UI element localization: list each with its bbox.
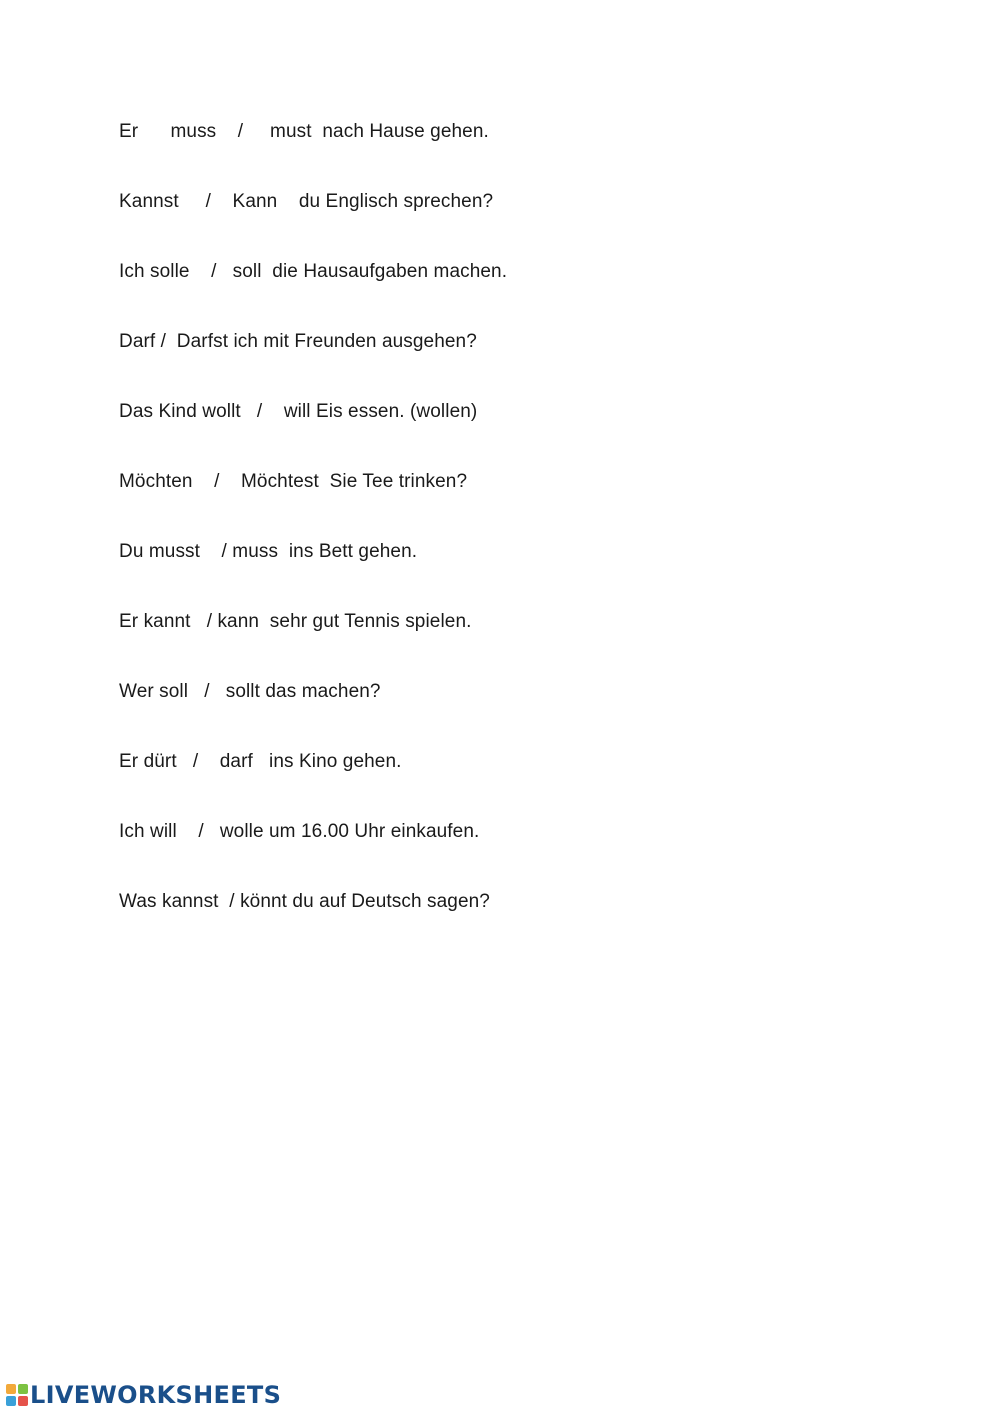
sentence-line: Ich solle / soll die Hausaufgaben machen. (119, 261, 508, 282)
sentence-line: Wer soll / sollt das machen? (119, 681, 381, 702)
sentence-line: Kannst / Kann du Englisch sprechen? (119, 191, 494, 212)
sentence-line: Er dürt / darf ins Kino gehen. (119, 751, 402, 772)
sentence-line: Er kannt / kann sehr gut Tennis spielen. (119, 611, 472, 632)
sentence-line: Das Kind wollt / will Eis essen. (wollen) (119, 401, 478, 422)
sentence-list (119, 118, 507, 958)
sentence-line: Ich will / wolle um 16.00 Uhr einkaufen. (119, 821, 480, 842)
logo-block (6, 1396, 16, 1406)
sentence-line: Darf / Darfst ich mit Freunden ausgehen? (119, 331, 477, 352)
sentence-line: Was kannst / könnt du auf Deutsch sagen? (119, 891, 490, 912)
logo-block (18, 1396, 28, 1406)
sentence-line: Du musst / muss ins Bett gehen. (119, 541, 418, 562)
sentence-line: Möchten / Möchtest Sie Tee trinken? (119, 471, 468, 492)
logo-block (6, 1384, 16, 1394)
logo-block (18, 1384, 28, 1394)
liveworksheets-logo (6, 1381, 281, 1409)
logo-blocks-icon (6, 1384, 28, 1406)
sentence-line: Er muss / must nach Hause gehen. (119, 121, 489, 142)
logo-text: LIVEWORKSHEETS (30, 1381, 282, 1409)
